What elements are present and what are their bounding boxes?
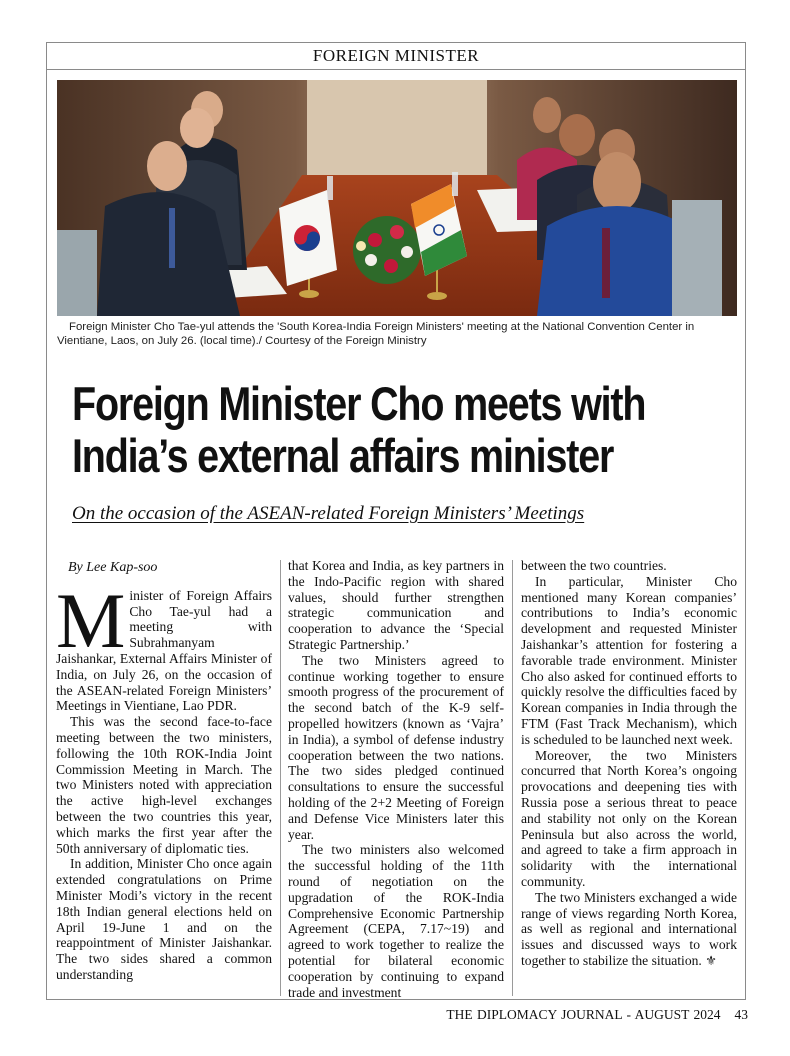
paragraph: that Korea and India, as key partners in the Indo-Pacific region with shared values, should further strengthen strategic communication and cooperation to advance the ‘Special Strategic Partnership.’ [288,558,504,652]
paragraph: In addition, Minister Cho once again extended congratulations on Prime Minister Modi’s victory in the recent 18th Indian general elections held on April 19-June 1 and on the reappointment of Minister Jaishankar. The two sides shared a common understanding [56,856,272,982]
meeting-photo [57,80,737,316]
end-mark-icon: ⚜ [705,952,717,968]
column-2 [288,558,504,1000]
paragraph: Moreover, the two Ministers concurred that North Korea’s ongoing provocations and deepening ties with Russia pose a serious threat to peace and stability not only on the Korean Peninsula but also across the world, and agreed to take a firm approach in solidarity with the international community. [521,747,737,889]
drop-cap: M [56,576,126,664]
column-divider [280,560,281,996]
page-footer [446,1007,748,1023]
paragraph: between the two countries. [521,558,667,573]
paragraph: This was the second face-to-face meeting between the two ministers, following the 10th ROK-India Joint Commission Meeting in March. The two Ministers noted with appreciation the active high-level exchanges between the two countries this year, which marks the first year after the 50th anniversary of diplomatic ties. [56,714,272,856]
paragraph: Minister of Foreign Affairs Cho Tae-yul had a meeting with Subrahmanyam Jaishankar, External Affairs Minister of India, on July 26, on the occasion of the ASEAN-related Foreign Ministers’ Meetings in Vientiane, Lao PDR. [56,576,272,714]
photo-caption: Foreign Minister Cho Tae-yul attends the 'South Korea-India Foreign Ministers' meeting at the National Convention Center in Vientiane, Laos, on July 26. (local time)./ Courtesy of the Foreign Ministry [57,321,695,347]
paragraph: The two ministers also welcomed the successful holding of the 11th round of negotiation on the upgradation of the ROK-India Comprehensive Economic Partnership Agreement (CEPA, 7.17~19) and agreed to work together to realize the potential for bilateral economic cooperation by continuing to expand trade and investment [288,842,504,1000]
headline [72,378,736,482]
page-number: 43 [734,1007,748,1022]
column-3 [521,558,737,969]
subheadline: On the occasion of the ASEAN-related Foreign Ministers’ Meetings [72,503,585,524]
byline: By Lee Kap-soo [68,560,158,575]
headline-line-1: Foreign Minister Cho meets with [72,377,646,430]
paragraph: The two Ministers exchanged a wide range of views regarding North Korea, as well as regional and international issues and discussed ways to work together to stabilize the situation. ⚜ [521,889,737,968]
column-divider [512,560,513,996]
headline-line-2: India’s external affairs minister [72,429,614,482]
column-1 [56,558,272,983]
publication-name: THE DIPLOMACY JOURNAL - AUGUST 2024 [446,1007,721,1022]
paragraph: The two Ministers agreed to continue working together to ensure smooth progress of the procurement of the second batch of the K-9 self-propelled howitzers (known as ‘Vajra’ in India), a symbol of defense industry cooperation between the two nations. The two sides pledged continued consultations to ensure the successful holding of the 2+2 Meeting of Foreign and Defense Vice Ministers later this year. [288,652,504,842]
section-rule [46,69,746,70]
section-label: FOREIGN MINISTER [46,42,746,70]
paragraph: In particular, Minister Cho mentioned many Korean companies’ contributions to India’s economic development and requested Minister Jaishankar’s attention for fostering a favorable trade environment. Minister Cho also asked for continued efforts to quickly resolve the difficulties faced by Korean companies in India through the FTM (Fast Track Mechanism), which is scheduled to be launched next week. [521,573,737,747]
